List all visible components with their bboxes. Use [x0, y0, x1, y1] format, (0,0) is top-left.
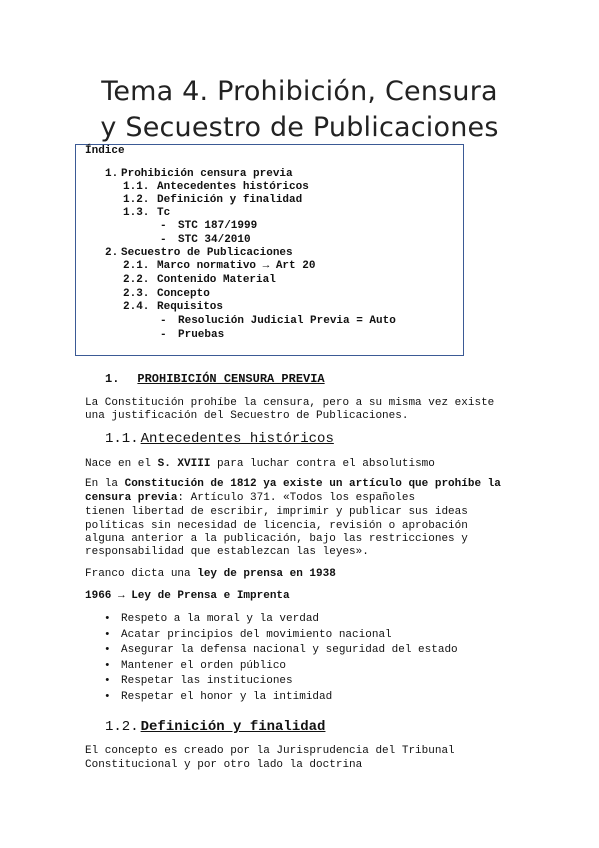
- toc-item: [123, 288, 210, 301]
- list-item: [104, 628, 458, 644]
- paragraph-line: alguna anterior a la publicación, bajo las restricciones y: [85, 533, 468, 545]
- toc-item-label: Concepto: [157, 288, 210, 300]
- bold-text-run: 1966 → Ley de Prensa e Imprenta: [85, 590, 290, 602]
- text-run: para luchar contra el absolutismo: [210, 458, 435, 470]
- toc-item: [123, 194, 302, 207]
- list-item-text: Acatar principios del movimiento nacional: [121, 628, 392, 641]
- toc-item-label: Requisitos: [157, 301, 224, 313]
- bullet-list: [104, 612, 458, 705]
- list-item: [104, 674, 458, 690]
- toc-item-label: Contenido Material: [157, 274, 276, 286]
- toc-item: [160, 234, 251, 247]
- toc-item-number: 2.4.: [123, 301, 150, 313]
- toc-item-label: STC 187/1999: [178, 220, 258, 232]
- toc-item: [123, 181, 309, 194]
- paragraph-line: [85, 478, 501, 492]
- toc-item-number: -: [160, 315, 167, 327]
- toc-item: [123, 207, 170, 220]
- toc-item-number: 1.3.: [123, 207, 150, 219]
- bullet-icon: •: [104, 690, 111, 703]
- toc-item: [105, 247, 293, 260]
- toc-item: [105, 168, 293, 181]
- paragraph-line: políticas sin necesidad de licencia, revisión o aprobación: [85, 520, 468, 532]
- toc-item-label: Pruebas: [178, 329, 225, 341]
- toc-item-label: Prohibición censura previa: [121, 168, 293, 180]
- list-item: [104, 643, 458, 659]
- toc-item: [123, 260, 315, 273]
- toc-item-label: Antecedentes históricos: [157, 181, 309, 193]
- bold-text-run: censura previa: [85, 492, 178, 504]
- bullet-icon: •: [104, 675, 111, 687]
- toc-item: [160, 315, 396, 328]
- paragraph-line: [85, 492, 415, 506]
- toc-item-number: 2.2.: [123, 274, 150, 286]
- title-line-2: y Secuestro de Publicaciones: [100, 112, 499, 143]
- bold-text-run: Constitución de 1812 ya existe un artículo que prohíbe la: [124, 478, 501, 490]
- paragraph-line: responsabilidad que establezcan las leyes».: [85, 546, 369, 558]
- text-run: Nace en el: [85, 458, 158, 470]
- section-1-1-heading: [105, 431, 334, 447]
- toc-item-label: STC 34/2010: [178, 234, 251, 246]
- toc-item-number: 1.: [105, 168, 119, 180]
- paragraph-line: tienen libertad de escribir, imprimir y publicar sus ideas: [85, 506, 468, 518]
- section-number: 1.: [105, 372, 120, 386]
- toc-heading: Índice: [85, 145, 125, 157]
- section-title: Antecedentes históricos: [140, 431, 334, 447]
- bullet-icon: •: [104, 644, 111, 656]
- toc-item: [123, 301, 223, 314]
- toc-item-label: Resolución Judicial Previa = Auto: [178, 315, 396, 327]
- toc-item: [160, 220, 257, 233]
- paragraph-line: una justificación del Secuestro de Publicaciones.: [85, 410, 409, 422]
- list-item: [104, 690, 458, 706]
- bullet-icon: •: [104, 613, 111, 625]
- toc-item-label: Tc: [157, 207, 171, 219]
- toc-item-number: 2.3.: [123, 288, 150, 300]
- list-item: [104, 659, 458, 675]
- table-of-contents-box: [75, 144, 464, 356]
- toc-item-number: -: [160, 234, 167, 246]
- toc-item-number: 1.1.: [123, 181, 150, 193]
- list-item: [104, 612, 458, 628]
- list-item-text: Mantener el orden público: [121, 659, 287, 672]
- toc-item-number: 2.: [105, 247, 119, 259]
- text-run: : Artículo 371. «Todos los españoles: [177, 492, 416, 504]
- list-item-text: Respetar el honor y la intimidad: [121, 690, 333, 703]
- paragraph-line: [85, 458, 435, 472]
- section-1-heading: [105, 372, 325, 386]
- toc-item-number: -: [160, 329, 167, 341]
- toc-item: [160, 329, 224, 342]
- section-number: 1.2.: [105, 719, 139, 735]
- toc-item-label: Definición y finalidad: [157, 194, 303, 206]
- paragraph-line: Constitucional y por otro lado la doctrina: [85, 759, 363, 771]
- list-item-text: Respeto a la moral y la verdad: [121, 613, 320, 625]
- paragraph-line: [85, 590, 290, 604]
- text-run: En la: [85, 478, 125, 490]
- paragraph-line: [85, 568, 336, 582]
- paragraph-line: La Constitución prohíbe la censura, pero a su misma vez existe: [85, 397, 495, 409]
- bullet-icon: •: [104, 659, 111, 672]
- toc-item-label: Secuestro de Publicaciones: [121, 247, 293, 259]
- paragraph-line: El concepto es creado por la Jurisprudencia del Tribunal: [85, 745, 455, 757]
- bold-text-run: ley de prensa en 1938: [197, 568, 336, 580]
- toc-item-number: 1.2.: [123, 194, 150, 206]
- text-run: Franco dicta una: [85, 568, 198, 580]
- toc-item-label: Marco normativo → Art 20: [157, 260, 316, 272]
- list-item-text: Asegurar la defensa nacional y seguridad del estado: [121, 644, 458, 656]
- section-title: Definición y finalidad: [140, 719, 326, 735]
- section-number: 1.1.: [105, 431, 139, 447]
- bullet-icon: •: [104, 628, 111, 641]
- list-item-text: Respetar las instituciones: [121, 675, 293, 687]
- document-title: [0, 74, 599, 146]
- section-title: PROHIBICIÓN CENSURA PREVIA: [137, 372, 325, 386]
- toc-item: [123, 274, 276, 287]
- section-1-2-heading: [105, 719, 325, 735]
- bold-text-run: S. XVIII: [157, 458, 211, 470]
- title-line-1: Tema 4. Prohibición, Censura: [101, 76, 498, 107]
- toc-item-number: 2.1.: [123, 260, 150, 272]
- toc-item-number: -: [160, 220, 167, 232]
